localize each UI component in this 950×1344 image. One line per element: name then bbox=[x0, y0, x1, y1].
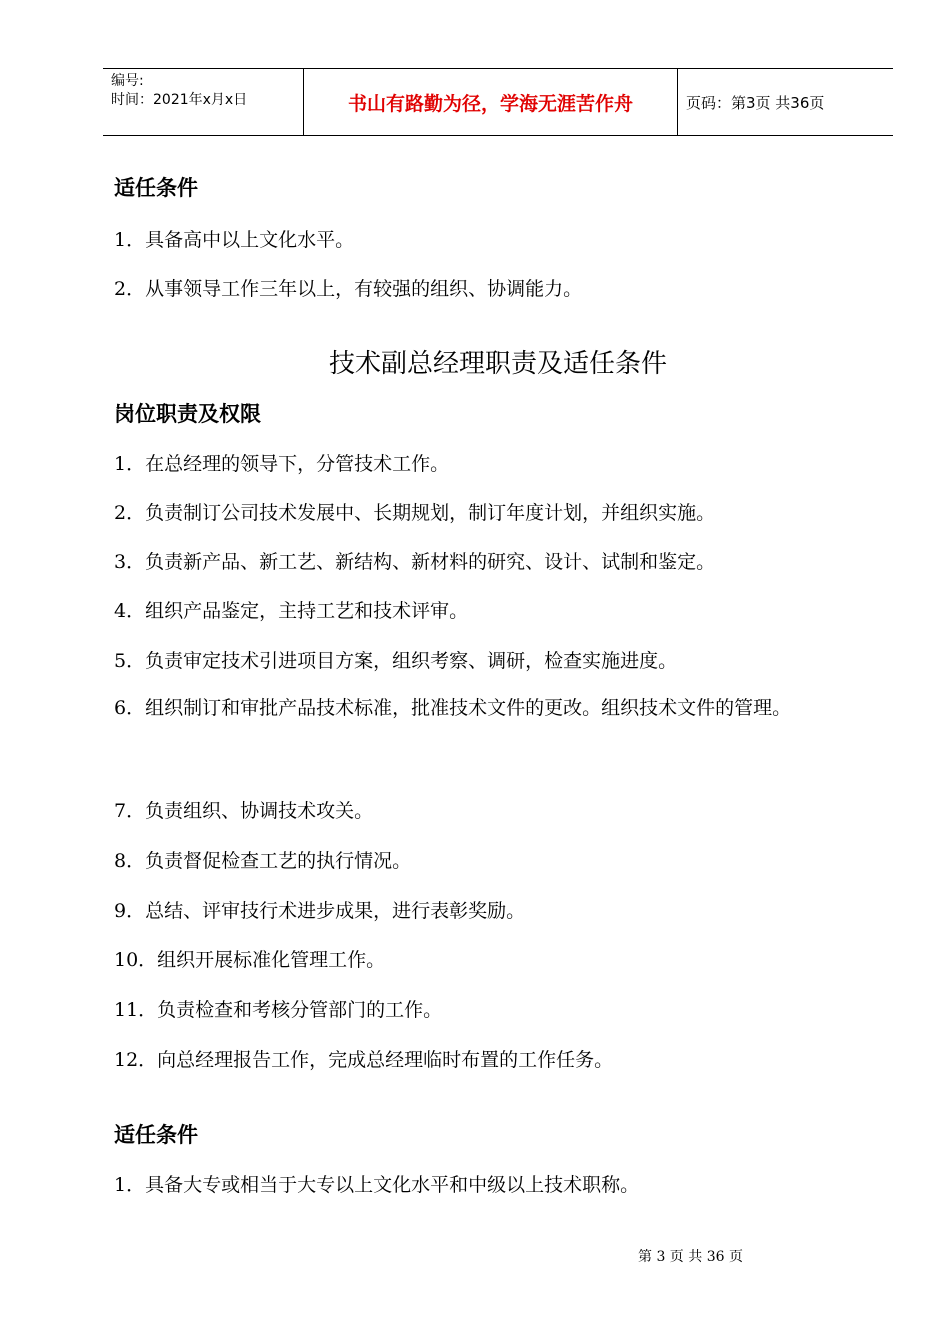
duty-item: 8．负责督促检查工艺的执行情况。 bbox=[114, 850, 412, 872]
qualification-item: 1．具备高中以上文化水平。 bbox=[114, 229, 355, 251]
header-page-info: 页码：第3页 共36页 bbox=[686, 93, 825, 112]
document-header bbox=[103, 68, 893, 136]
duty-item: 12．向总经理报告工作，完成总经理临时布置的工作任务。 bbox=[114, 1049, 614, 1071]
section-title: 技术副总经理职责及适任条件 bbox=[328, 349, 667, 379]
duty-item: 7．负责组织、协调技术攻关。 bbox=[114, 800, 374, 822]
page-footer: 第 3 页 共 36 页 bbox=[638, 1249, 743, 1265]
duty-item: 3．负责新产品、新工艺、新结构、新材料的研究、设计、试制和鉴定。 bbox=[114, 551, 716, 573]
duty-item: 4．组织产品鉴定，主持工艺和技术评审。 bbox=[114, 600, 469, 622]
duties-heading: 岗位职责及权限 bbox=[114, 402, 261, 426]
qualification-item: 2．从事领导工作三年以上，有较强的组织、协调能力。 bbox=[114, 278, 583, 300]
qualifications-heading-1: 适任条件 bbox=[114, 176, 198, 200]
duty-item: 1．在总经理的领导下，分管技术工作。 bbox=[114, 453, 450, 475]
qualification-item: 1．具备大专或相当于大专以上文化水平和中级以上技术职称。 bbox=[114, 1174, 640, 1196]
duty-item: 9．总结、评审技行术进步成果，进行表彰奖励。 bbox=[114, 900, 526, 922]
time-label: 时间：2021年x月x日 bbox=[111, 92, 248, 108]
qualifications-heading-2: 适任条件 bbox=[114, 1123, 198, 1147]
duty-item: 2．负责制订公司技术发展中、长期规划，制订年度计划，并组织实施。 bbox=[114, 502, 716, 524]
header-meta bbox=[103, 69, 304, 135]
header-motto: 书山有路勤为径，学海无涯苦作舟 bbox=[304, 69, 678, 135]
serial-label: 编号: bbox=[111, 73, 144, 89]
duty-item: 10．组织开展标准化管理工作。 bbox=[114, 949, 386, 971]
duty-item: 6．组织制订和审批产品技术标准，批准技术文件的更改。组织技术文件的管理。 bbox=[114, 697, 792, 719]
duty-item: 5．负责审定技术引进项目方案，组织考察、调研，检查实施进度。 bbox=[114, 650, 678, 672]
duty-item: 11．负责检查和考核分管部门的工作。 bbox=[114, 999, 443, 1021]
